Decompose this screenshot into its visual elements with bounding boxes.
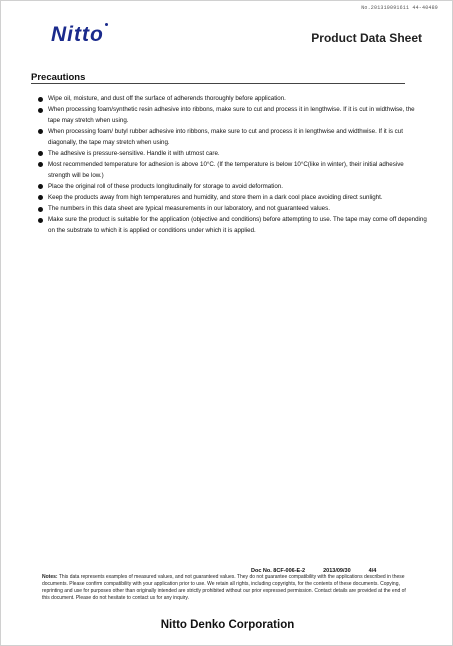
bullet-icon	[38, 195, 43, 200]
list-item-text: Place the original roll of these products longitudinally for storage to avoid deformation.	[48, 182, 283, 190]
bullet-icon	[38, 108, 43, 113]
doc-date: 2013/09/30	[323, 568, 351, 574]
page-number: 4/4	[368, 568, 377, 574]
list-item	[38, 204, 427, 215]
bullet-icon	[38, 97, 43, 102]
list-item-text: Make sure the product is suitable for the application (objective and conditions) before attempting to use. The tape may come off depending on the substrate to which it is applied or conditions under which it is applied.	[48, 216, 427, 234]
bullet-icon	[38, 129, 43, 134]
list-item-text: When processing foam/synthetic resin adhesive into ribbons, make sure to cut and process it in lengthwise. If it is cut in widthwise, the tape may stretch when using.	[48, 106, 415, 124]
list-item	[38, 182, 427, 193]
list-item	[38, 149, 427, 160]
list-item	[38, 215, 427, 236]
list-item-text: The adhesive is pressure-sensitive. Handle it with utmost care.	[48, 149, 220, 157]
list-item	[38, 193, 427, 204]
logo-text: Nitto	[51, 23, 104, 46]
list-item	[38, 94, 427, 105]
bullet-icon	[38, 207, 43, 212]
list-item	[38, 127, 427, 148]
list-item	[38, 160, 427, 181]
page-title: Product Data Sheet	[311, 31, 422, 45]
list-item-text: The numbers in this data sheet are typical measurements in our laboratory, and not guaranteed values.	[48, 205, 330, 213]
section-title: Precautions	[31, 72, 86, 83]
nitto-logo	[51, 23, 108, 47]
bullet-icon	[38, 162, 43, 167]
bullet-icon	[38, 184, 43, 189]
notes-text: This data represents examples of measured values, and not guaranteed values. They do not guarantee compatibility with the applications described in these documents. Please confirm compatibility with your application prior to use. We retain all rights, including copyrights, for the contents of these documents. Copying, reprinting and use for purposes other than originally intended are strictly prohibited without our prior expressed permission. Contact details are provided at the end of this document. Please do not hesitate to contact us for any inquiry.	[42, 574, 406, 601]
notes-label: Notes:	[42, 574, 58, 580]
list-item-text: Wipe oil, moisture, and dust off the surface of adherends thoroughly before application.	[48, 95, 286, 102]
document-id: No.201310091611 44-40489	[361, 5, 438, 11]
notes-disclaimer	[42, 574, 412, 602]
precautions-list	[38, 94, 427, 237]
list-item-text: When processing foam/ butyl rubber adhesive into ribbons, make sure to cut and process it in lengthwise and widthwise. If it is cut diagonally, the tape may stretch when using.	[48, 127, 403, 146]
list-item-text: Keep the products away from high temperatures and humidity, and store them in a dark cool place avoiding direct sunlight.	[48, 193, 383, 201]
section-divider	[31, 83, 405, 84]
doc-number: Doc No. 8CF-006-E-2	[251, 568, 306, 574]
bullet-icon	[38, 151, 43, 156]
company-name: Nitto Denko Corporation	[160, 619, 295, 631]
logo-dot-icon	[105, 23, 108, 26]
list-item-text: Most recommended temperature for adhesion is above 10°C. (If the temperature is below 10°C(like in winter), their initial adhesive strength will be low.)	[48, 160, 404, 179]
list-item	[38, 105, 427, 126]
bullet-icon	[38, 218, 43, 223]
